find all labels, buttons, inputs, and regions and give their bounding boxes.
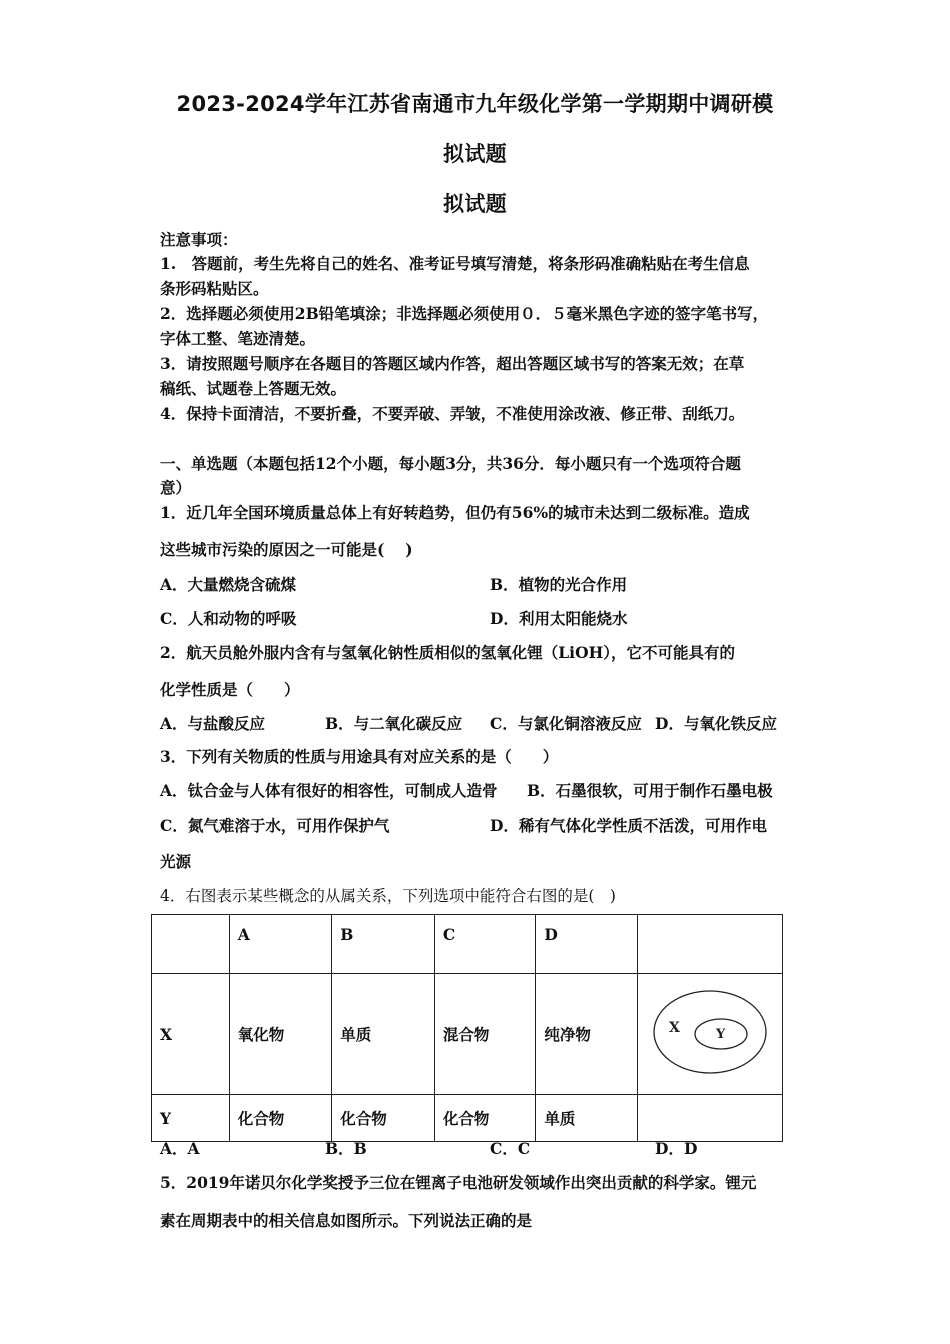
question-3-stem: 3．下列有关物质的性质与用途具有对应关系的是（ ） bbox=[160, 747, 559, 766]
venn-inner-label: Y bbox=[715, 1027, 726, 1042]
venn-outer-label: X bbox=[668, 1020, 680, 1036]
table-cell: 化合物 bbox=[332, 1095, 435, 1142]
question-2-option-a: A．与盐酸反应 bbox=[160, 714, 266, 733]
table-cell bbox=[152, 915, 230, 974]
table-cell: X bbox=[152, 974, 230, 1095]
notice-item-3: 3．请按照题号顺序在各题目的答题区域内作答，超出答题区域书写的答案无效；在草 bbox=[160, 354, 745, 373]
question-4-option-c: C．C bbox=[490, 1139, 531, 1158]
table-cell: 化合物 bbox=[434, 1095, 536, 1142]
question-1-option-d: D．利用太阳能烧水 bbox=[490, 609, 628, 628]
table-cell: A bbox=[229, 915, 332, 974]
table-cell: 单质 bbox=[536, 1095, 638, 1142]
table-cell: 混合物 bbox=[434, 974, 536, 1095]
question-1-option-a: A．大量燃烧含硫煤 bbox=[160, 575, 297, 594]
exam-title-line2: 拟试题 bbox=[443, 142, 507, 166]
question-4-option-a: A．A bbox=[160, 1139, 200, 1158]
question-3-option-d: D．稀有气体化学性质不活泼，可用作电 bbox=[490, 816, 767, 835]
question-3-option-d-cont: 光源 bbox=[160, 852, 192, 871]
question-2-option-c: C．与氯化铜溶液反应 bbox=[490, 714, 642, 733]
table-cell bbox=[637, 1095, 782, 1142]
section-heading: 一、单选题（本题包括12个小题，每小题3分，共36分．每小题只有一个选项符合题 bbox=[160, 454, 741, 473]
table-row bbox=[152, 974, 783, 1095]
table-header-row bbox=[152, 915, 783, 974]
exam-title-line3: 拟试题 bbox=[443, 192, 507, 216]
table-cell: B bbox=[332, 915, 435, 974]
table-cell: Y bbox=[152, 1095, 230, 1142]
venn-diagram bbox=[638, 974, 782, 1094]
notice-item-2-cont: 字体工整、笔迹清楚。 bbox=[160, 329, 316, 348]
question-2-stem-cont: 化学性质是（ ） bbox=[160, 680, 300, 699]
table-cell: C bbox=[434, 915, 536, 974]
notice-item-1-cont: 条形码粘贴区。 bbox=[160, 279, 269, 298]
table-cell: 氧化物 bbox=[229, 974, 332, 1095]
notice-item-4: 4．保持卡面清洁，不要折叠，不要弄破、弄皱，不准使用涂改液、修正带、刮纸刀。 bbox=[160, 404, 745, 423]
question-2-option-d: D．与氧化铁反应 bbox=[655, 714, 777, 733]
question-5-stem-cont: 素在周期表中的相关信息如图所示。下列说法正确的是 bbox=[160, 1211, 533, 1230]
question-2-stem: 2．航天员舱外服内含有与氢氧化钠性质相似的氢氧化锂（LiOH），它不可能具有的 bbox=[160, 643, 735, 662]
question-3-option-b: B．石墨很软，可用于制作石墨电极 bbox=[527, 781, 773, 800]
question-1-option-c: C．人和动物的呼吸 bbox=[160, 609, 297, 628]
question-3-option-c: C．氮气难溶于水，可用作保护气 bbox=[160, 816, 390, 835]
question-2-option-b: B．与二氧化碳反应 bbox=[325, 714, 463, 733]
question-4-stem: 4．右图表示某些概念的从属关系，下列选项中能符合右图的是( ) bbox=[160, 887, 616, 905]
question-4-option-d: D．D bbox=[655, 1139, 698, 1158]
table-cell: 纯净物 bbox=[536, 974, 638, 1095]
notice-heading: 注意事项： bbox=[160, 230, 238, 249]
notice-item-3-cont: 稿纸、试题卷上答题无效。 bbox=[160, 379, 347, 398]
concept-table bbox=[151, 914, 783, 1142]
question-1-option-b: B．植物的光合作用 bbox=[490, 575, 628, 594]
table-row bbox=[152, 1095, 783, 1142]
question-1-stem-cont: 这些城市污染的原因之一可能是( ) bbox=[160, 540, 413, 559]
section-heading-cont: 意） bbox=[160, 478, 192, 497]
notice-item-2: 2．选择题必须使用2B铅笔填涂；非选择题必须使用０．５毫米黑色字迹的签字笔书写， bbox=[160, 304, 769, 323]
table-cell: 单质 bbox=[332, 974, 435, 1095]
table-cell: D bbox=[536, 915, 638, 974]
table-cell bbox=[637, 915, 782, 974]
question-4-option-b: B．B bbox=[325, 1139, 367, 1158]
question-3-option-a: A．钛合金与人体有很好的相容性，可制成人造骨 bbox=[160, 781, 498, 800]
venn-cell bbox=[637, 974, 782, 1095]
table-cell: 化合物 bbox=[229, 1095, 332, 1142]
question-1-stem: 1．近几年全国环境质量总体上有好转趋势，但仍有56%的城市未达到二级标准。造成 bbox=[160, 503, 750, 522]
exam-title-line1: 2023-2024学年江苏省南通市九年级化学第一学期期中调研模 bbox=[176, 92, 774, 116]
notice-item-1: 1. 答题前，考生先将自己的姓名、准考证号填写清楚，将条形码准确粘贴在考生信息 bbox=[160, 254, 750, 273]
question-5-stem: 5．2019年诺贝尔化学奖授予三位在锂离子电池研发领域作出突出贡献的科学家。锂元 bbox=[160, 1173, 757, 1192]
